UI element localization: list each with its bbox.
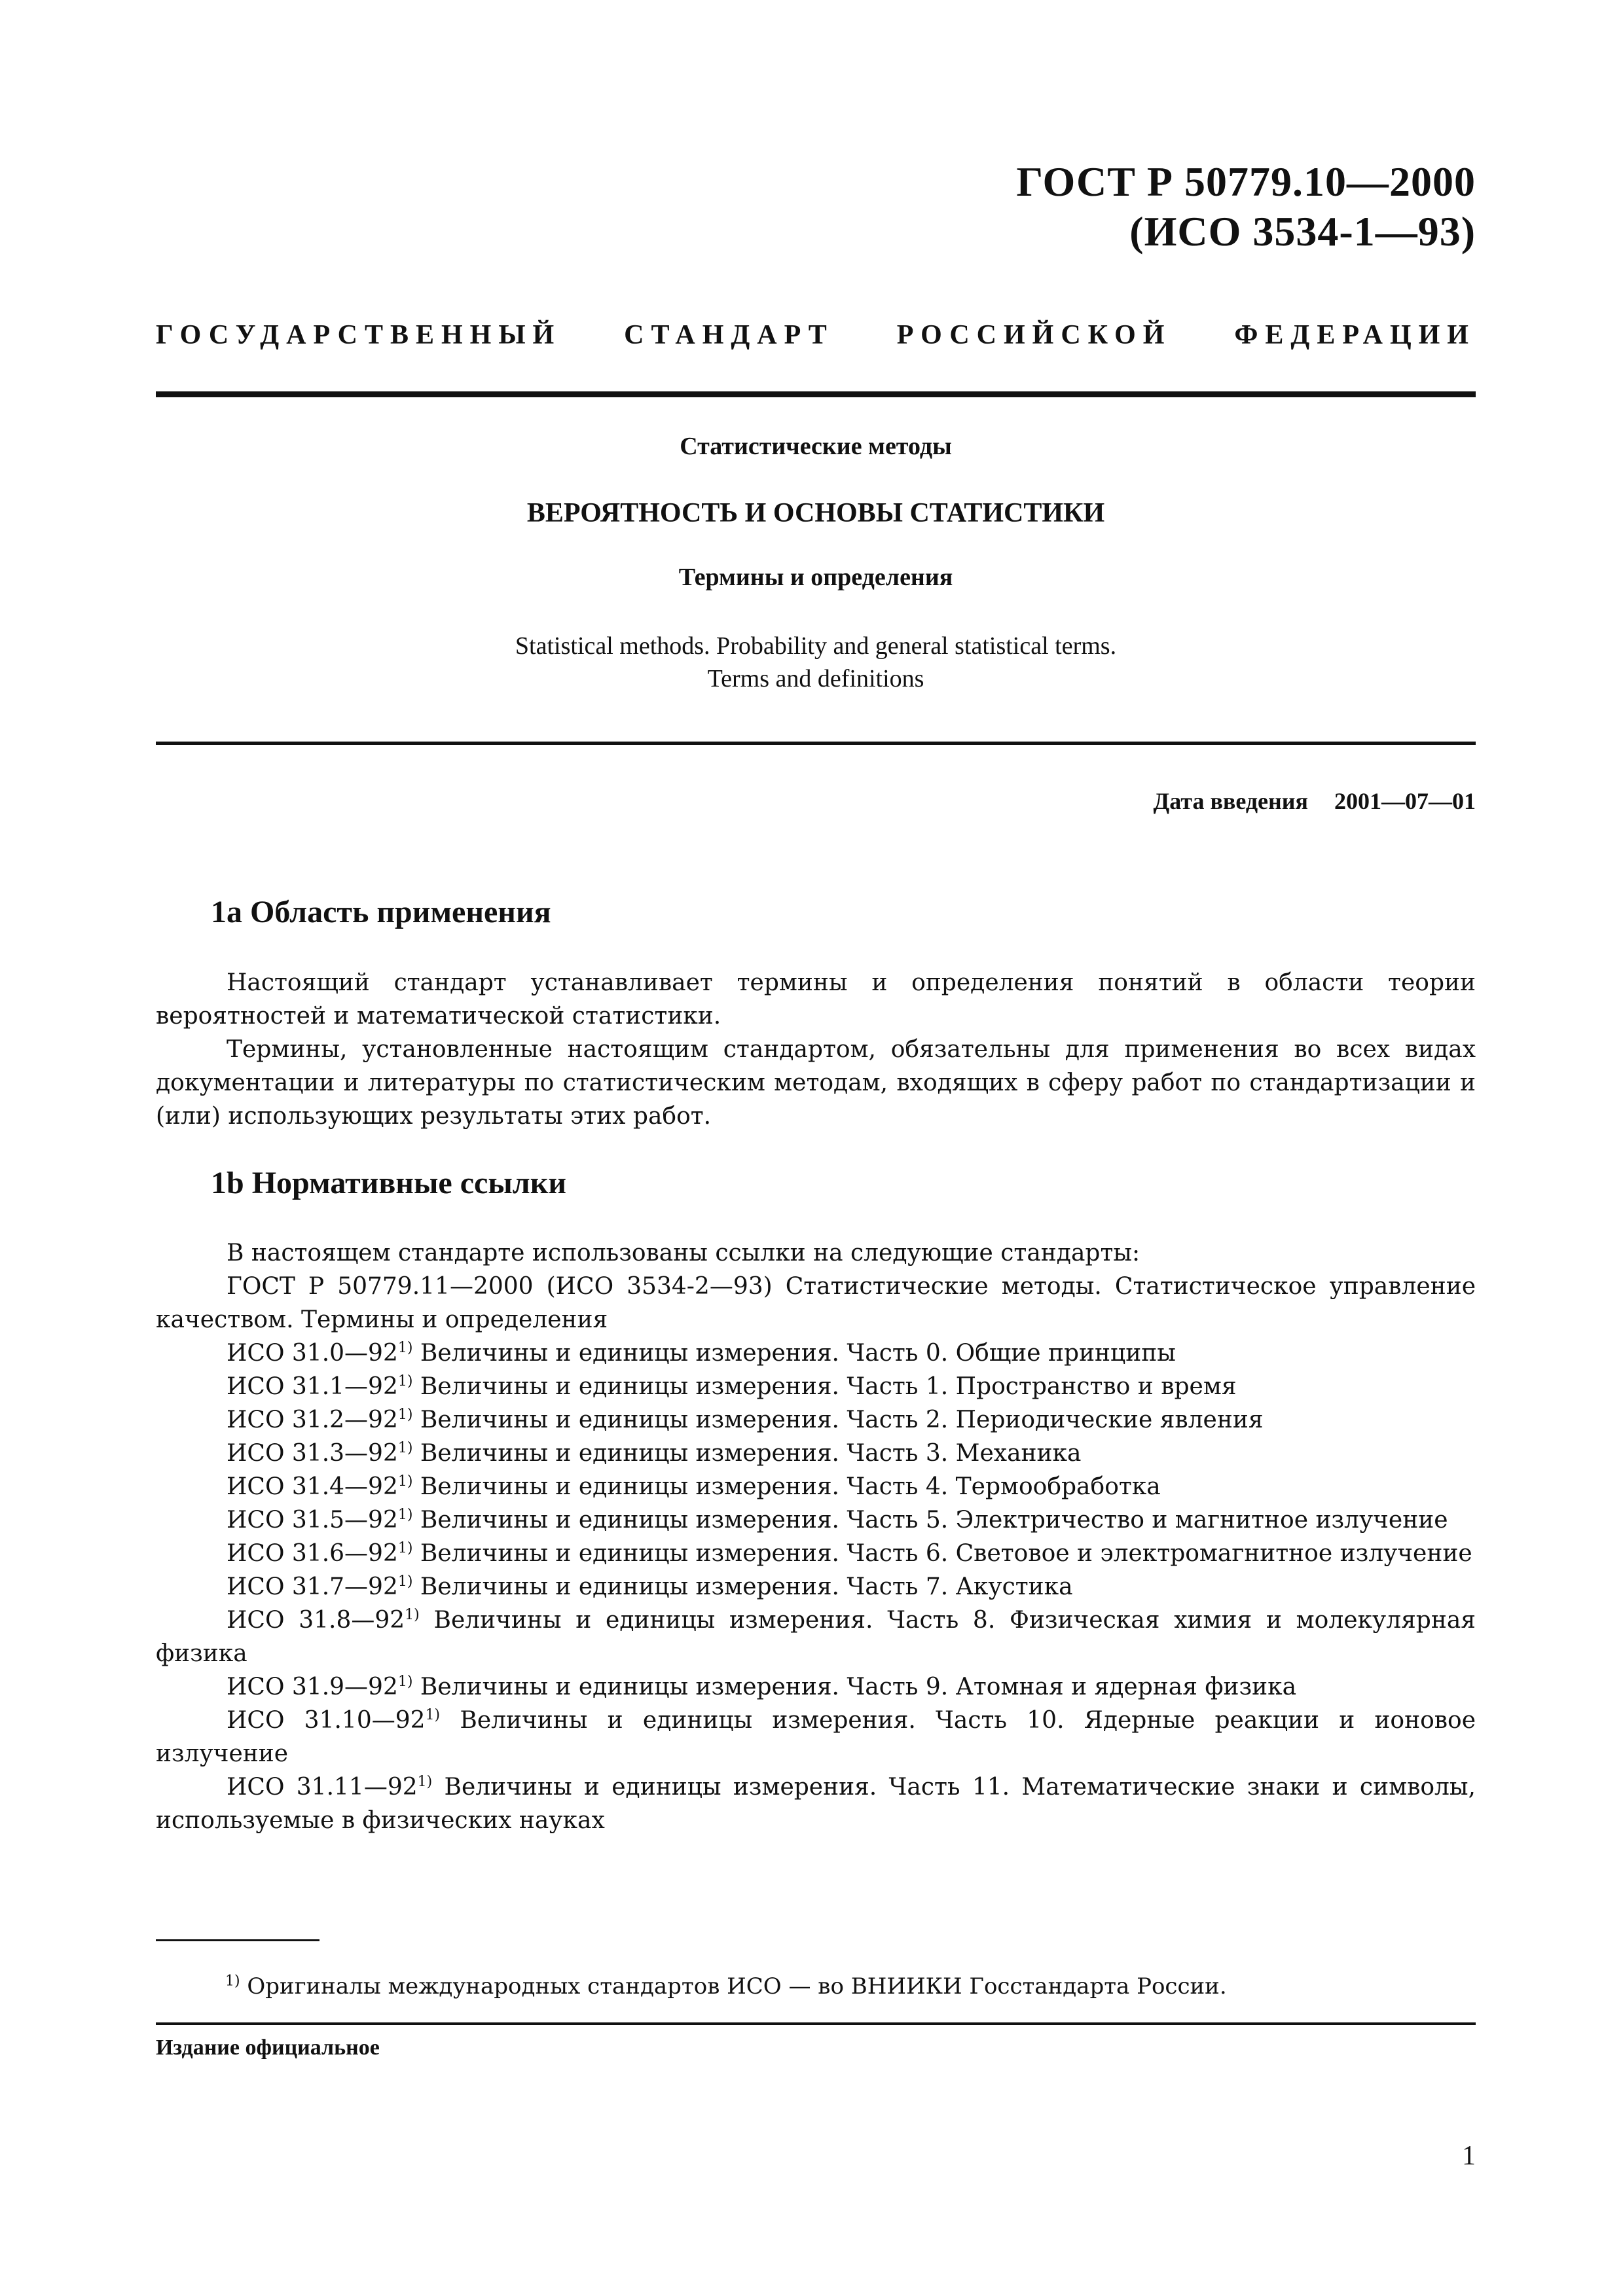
footnote-divider — [156, 1939, 319, 1941]
footer-divider — [156, 2022, 1476, 2025]
footnote-mark: 1) — [225, 1973, 240, 1990]
state-standard-banner — [156, 319, 1476, 351]
english-title-line: Terms and definitions — [707, 665, 924, 692]
state-standard-word: РОССИЙСКОЙ — [896, 320, 1172, 350]
title-divider — [156, 742, 1476, 745]
standard-designation — [1016, 157, 1476, 257]
reference-item: ИСО 31.2—92$^{1)}$ Величины и единицы измерения. Часть 2. Периодические явления — [227, 1407, 1264, 1433]
introduction-date-label: Дата введения — [1153, 788, 1308, 814]
section-references-body — [156, 1236, 1476, 1837]
reference-item: ИСО 31.6—92$^{1)}$ Величины и единицы измерения. Часть 6. Световое и электромагнитное излучение — [227, 1540, 1472, 1567]
section-scope-body — [156, 966, 1476, 1133]
english-title-line: Statistical methods. Probability and general statistical terms. — [515, 632, 1117, 660]
series-title: Статистические методы — [680, 433, 952, 460]
english-title — [156, 630, 1476, 695]
reference-item: ИСО 31.8—92$^{1)}$ Величины и единицы измерения. Часть 8. Физическая химия и молекулярная физика — [156, 1607, 1476, 1667]
footnote — [225, 1973, 1227, 2000]
introduction-date-value: 2001—07—01 — [1334, 788, 1476, 814]
section-heading-scope: 1a Область применения — [211, 895, 551, 929]
references-intro: В настоящем стандарте использованы ссылки на следующие стандарты: — [227, 1240, 1140, 1266]
paragraph: Термины, установленные настоящим стандартом, обязательны для применения во всех видах документации и литературы по статистическим методам, входящих в сферу работ по стандартизации и (или) использующих результаты этих работ. — [156, 1036, 1476, 1130]
page-number: 1 — [1462, 2141, 1476, 2171]
state-standard-word: ГОСУДАРСТВЕННЫЙ — [156, 320, 562, 350]
reference-item: ИСО 31.10—92$^{1)}$ Величины и единицы измерения. Часть 10. Ядерные реакции и ионовое излучение — [156, 1707, 1476, 1767]
state-standard-word: ФЕДЕРАЦИИ — [1234, 320, 1476, 350]
state-standard-word: СТАНДАРТ — [624, 320, 834, 350]
header-divider — [156, 391, 1476, 397]
reference-item: ИСО 31.1—92$^{1)}$ Величины и единицы измерения. Часть 1. Пространство и время — [227, 1373, 1237, 1400]
introduction-date — [1154, 787, 1476, 815]
reference-item: ИСО 31.4—92$^{1)}$ Величины и единицы измерения. Часть 4. Термообработка — [227, 1473, 1161, 1500]
document-title: ВЕРОЯТНОСТЬ И ОСНОВЫ СТАТИСТИКИ — [526, 498, 1105, 528]
edition-label: Издание официальное — [156, 2036, 380, 2060]
reference-item: ИСО 31.5—92$^{1)}$ Величины и единицы измерения. Часть 5. Электричество и магнитное излучение — [227, 1507, 1448, 1534]
gost-number: ГОСТ Р 50779.10—2000 — [1016, 158, 1476, 205]
reference-item: ИСО 31.11—92$^{1)}$ Величины и единицы измерения. Часть 11. Математические знаки и символы, используемые в физических науках — [156, 1774, 1476, 1834]
footnote-text: Оригиналы международных стандартов ИСО — во ВНИИКИ Госстандарта России. — [240, 1973, 1227, 2000]
document-subtitle: Термины и определения — [678, 564, 953, 591]
reference-item: ИСО 31.7—92$^{1)}$ Величины и единицы измерения. Часть 7. Акустика — [227, 1573, 1073, 1600]
reference-gost: ГОСТ Р 50779.11—2000 (ИСО 3534-2—93) Статистические методы. Статистическое управление качеством. Термины и определения — [156, 1273, 1476, 1333]
paragraph: Настоящий стандарт устанавливает термины и определения понятий в области теории вероятностей и математической статистики. — [156, 969, 1476, 1030]
reference-item: ИСО 31.0—92$^{1)}$ Величины и единицы измерения. Часть 0. Общие принципы — [227, 1340, 1176, 1367]
section-heading-references: 1b Нормативные ссылки — [211, 1166, 567, 1200]
reference-item: ИСО 31.3—92$^{1)}$ Величины и единицы измерения. Часть 3. Механика — [227, 1440, 1082, 1467]
reference-item: ИСО 31.9—92$^{1)}$ Величины и единицы измерения. Часть 9. Атомная и ядерная физика — [227, 1674, 1297, 1700]
iso-number: (ИСО 3534-1—93) — [1129, 208, 1476, 255]
